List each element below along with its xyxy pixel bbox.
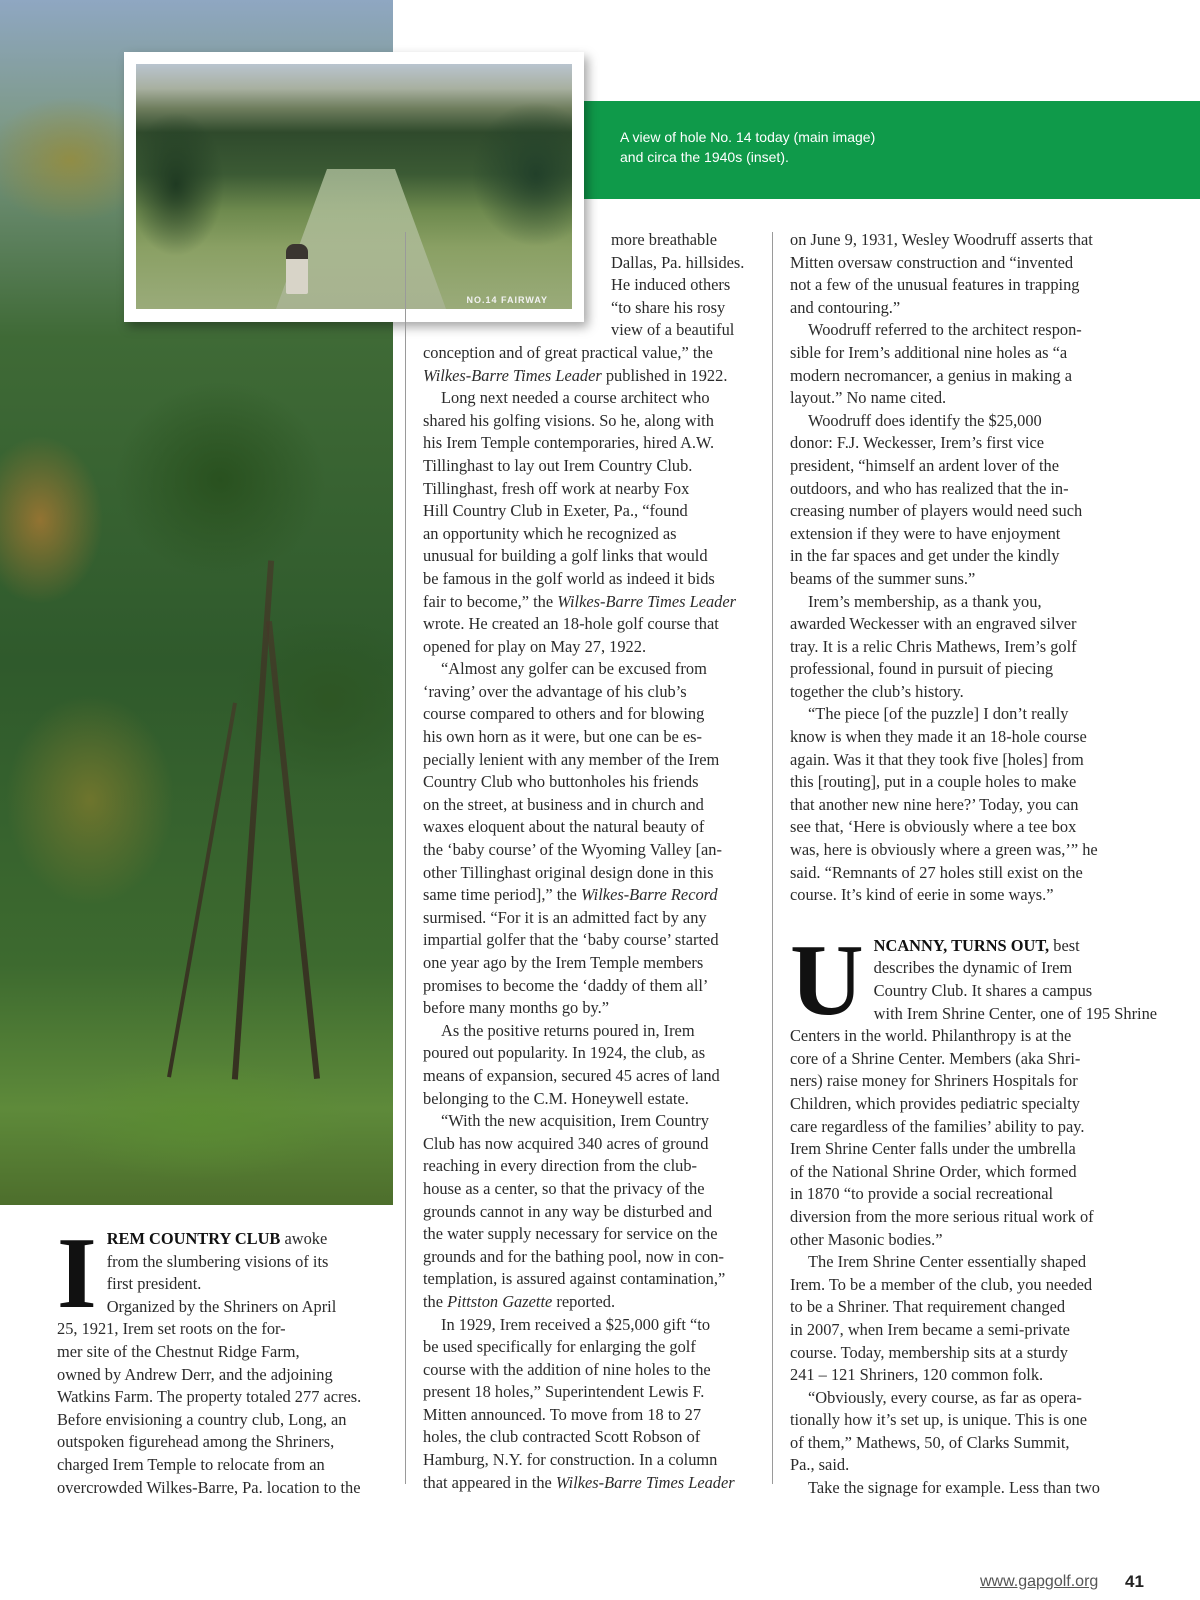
text-line: course with the addition of nine holes to the [423,1359,711,1379]
text-line: be famous in the golf world as indeed it bids [423,568,715,588]
text-line: before many months go by.” [423,998,610,1018]
text-line: one year ago by the Irem Temple members [423,953,704,972]
text-line: the Pittston Gazette reported. [423,1291,616,1311]
text-line: Take the signage for example. Less than two [808,1478,1100,1498]
text-line: outdoors, and who has realized that the in- [790,478,1069,498]
text-line: shared his golfing visions. So he, along with [423,410,714,430]
text-line: poured out popularity. In 1924, the club, as [423,1043,706,1063]
text-line: course. Today, membership sits at a sturdy [790,1342,1068,1362]
text-line: Children, which provides pediatric specialty [790,1093,1080,1113]
text-line: sible for Irem’s additional nine holes as “a [790,342,1068,362]
drop-cap: I [57,1217,97,1330]
text-line: diversion from the more serious ritual work of [790,1206,1094,1226]
paragraph [423,1314,765,1495]
text-line: He induced others [611,275,731,295]
paragraph [790,1477,1135,1500]
text-line: Mitten announced. To move from 18 to 27 [423,1404,702,1424]
text-line: first president. [106,1274,202,1294]
text-line: to be a Shriner. That requirement changed [790,1297,1066,1317]
drop-cap: U [790,923,864,1037]
text-line: on the street, at business and in church and [423,794,704,814]
caption-line: and circa the 1940s (inset). [620,149,789,165]
text-line: overcrowded Wilkes-Barre, Pa. location to the [57,1477,361,1497]
text-line: this [routing], put in a couple holes to make [790,772,1077,792]
text-line: present 18 holes,” Superintendent Lewis F. [423,1382,705,1402]
italic-title: Wilkes-Barre Record [580,885,718,905]
paragraph [790,319,1135,409]
text-line: more breathable [611,230,718,249]
text-line: “Obviously, every course, as far as opera- [808,1387,1082,1407]
text-line: same time period],” the Wilkes-Barre Record [423,885,718,905]
text-line: president, “himself an ardent lover of the [790,455,1059,475]
text-line: mer site of the Chestnut Ridge Farm, [57,1341,300,1361]
text-line: in 1870 “to provide a social recreational [790,1184,1054,1204]
text-line: unusual for building a golf links that would [423,546,708,566]
text-line: Club has now acquired 340 acres of ground [423,1133,709,1153]
text-line: view of a beautiful [611,320,735,340]
text-line: Woodruff does identify the $25,000 [808,410,1042,430]
text-line: of the National Shrine Order, which formed [790,1161,1077,1181]
italic-title: Wilkes-Barre Times Leader [423,365,602,385]
opening-block [57,1217,392,1499]
article-column-3 [790,229,1158,1500]
text-line: course compared to others and for blowing [423,704,705,724]
text-line: from the slumbering visions of its [106,1251,329,1271]
text-line: know is when they made it an 18-hole course [790,727,1087,747]
text-line: other Tillinghast original design done in this [423,862,714,882]
text-line: Dallas, Pa. hillsides. [611,252,745,272]
text-line: pecially lenient with any member of the Irem [423,749,720,769]
text-line: charged Irem Temple to relocate from an [57,1454,325,1474]
website-link[interactable]: www.gapgolf.org [980,1573,1099,1590]
text-line: Tillinghast, fresh off work at nearby Fox [423,478,690,498]
paragraph [790,591,1135,704]
text-line: Organized by the Shriners on April [106,1296,337,1316]
text-line: course. It’s kind of eerie in some ways.” [790,885,1054,905]
text-line: Irem’s membership, as a thank you, [808,591,1042,611]
text-line: Woodruff referred to the architect respon- [808,320,1082,340]
text-line: The Irem Shrine Center essentially shaped [808,1252,1087,1272]
text-line: 241 – 121 Shriners, 120 common folk. [790,1365,1044,1385]
paragraph [790,703,1135,906]
text-line: Before envisioning a country club, Long, an [57,1409,347,1429]
italic-title: Pittston Gazette [447,1291,553,1311]
text-line: grounds and for the bathing pool, now in con- [423,1246,724,1266]
text-line: in 2007, when Irem became a semi-private [790,1319,1070,1339]
paragraph [423,229,765,342]
text-line: grounds cannot in any way be disturbed and [423,1201,713,1221]
text-line: ‘raving’ over the advantage of his club’s [423,681,687,701]
paragraph [423,1110,765,1313]
text-line: Tillinghast to lay out Irem Country Club. [423,455,693,475]
column-rule [405,232,406,1484]
text-line: Pa., said. [790,1455,850,1475]
text-line: awarded Weckesser with an engraved silver [790,614,1077,634]
text-line: an opportunity which he recognized as [423,523,677,543]
paragraph [423,342,765,387]
text-line: the ‘baby course’ of the Wyoming Valley [an- [423,840,722,860]
text-line: outspoken figurehead among the Shriners, [57,1432,335,1452]
text-line: tionally how it’s set up, is unique. This is one [790,1410,1087,1430]
italic-title: Wilkes-Barre Times Leader [555,1472,735,1492]
text-line: his Irem Temple contemporaries, hired A.W. [423,433,715,453]
text-line: not a few of the unusual features in trapping [790,275,1080,295]
text-line: opened for play on May 27, 1922. [423,636,647,656]
text-line: again. Was it that they took five [holes] from [790,749,1084,769]
article-column-1 [57,1217,392,1499]
inset-label: NO.14 FAIRWAY [466,295,548,305]
text-line: creasing number of players would need such [790,501,1083,521]
text-line: see that, ‘Here is obviously where a tee box [790,817,1077,837]
text-line: that appeared in the Wilkes-Barre Times Leader [423,1472,735,1492]
text-line: Hill Country Club in Exeter, Pa., “found [423,501,688,521]
text-line: core of a Shrine Center. Members (aka Shri- [790,1048,1081,1068]
text-line: other Masonic bodies.” [790,1229,943,1249]
text-line: Mitten oversaw construction and “invented [790,252,1074,272]
page-number: 41 [1125,1572,1144,1591]
paragraph [790,229,1135,319]
text-line: surmised. “For it is an admitted fact by any [423,907,707,927]
text-line: waxes eloquent about the natural beauty of [423,817,705,837]
lead-in: REM COUNTRY CLUB [106,1229,281,1248]
paragraph [423,658,765,1020]
text-line: “With the new acquisition, Irem Country [441,1111,709,1131]
text-line: As the positive returns poured in, Irem [441,1020,695,1040]
paragraph [790,1387,1135,1477]
lead-in: NCANNY, TURNS OUT, [873,935,1050,955]
text-line: with Irem Shrine Center, one of 195 Shrine [873,1003,1158,1023]
text-line: Country Club. It shares a campus [873,981,1093,1000]
text-line: reaching in every direction from the club- [423,1156,697,1176]
text-line: wrote. He created an 18-hole golf course that [423,614,719,634]
text-line: Watkins Farm. The property totaled 277 acres. [57,1387,362,1407]
text-line: Hamburg, N.Y. for construction. In a column [423,1450,718,1470]
text-line: means of expansion, secured 45 acres of land [423,1065,720,1085]
text-line: that another new nine here?’ Today, you can [790,794,1079,814]
text-line: owned by Andrew Derr, and the adjoining [57,1364,333,1384]
text-line: promises to become the ‘daddy of them all’ [423,975,709,995]
text-line: Long next needed a course architect who [441,388,710,408]
text-line: “The piece [of the puzzle] I don’t really [808,704,1069,724]
text-line: professional, found in pursuit of piecing [790,659,1054,679]
text-line: Country Club who buttonholes his friends [423,772,699,792]
text-line: Irem Shrine Center falls under the umbrella [790,1139,1076,1159]
text-line: Wilkes-Barre Times Leader published in 1922. [423,365,728,385]
text-line: and contouring.” [790,297,901,317]
text-line: impartial golfer that the ‘baby course’ started [423,930,719,950]
text-line: NCANNY, TURNS OUT, best [873,935,1080,955]
text-line: holes, the club contracted Scott Robson of [423,1427,701,1447]
text-line: together the club’s history. [790,681,964,701]
text-line: in the far spaces and get under the kindly [790,546,1060,566]
text-line: donor: F.J. Weckesser, Irem’s first vice [790,433,1045,453]
text-line: layout.” No name cited. [790,388,947,408]
paragraph [790,410,1135,591]
text-line: of them,” Mathews, 50, of Clarks Summit, [790,1432,1070,1452]
text-line: REM COUNTRY CLUB awoke [106,1229,328,1248]
text-line: tray. It is a relic Chris Mathews, Irem’s golf [790,636,1077,656]
text-line: be used specifically for enlarging the golf [423,1337,696,1357]
text-line: care regardless of the families’ ability to pay. [790,1116,1085,1136]
text-line: Centers in the world. Philanthropy is at the [790,1026,1072,1046]
text-line: “to share his rosy [611,297,726,317]
text-line: house as a center, so that the privacy of the [423,1178,705,1198]
text-line: said. “Remnants of 27 holes still exist on the [790,862,1083,882]
article-column-2 [423,229,765,1494]
photo-caption [620,127,920,167]
text-line: conception and of great practical value,” the [423,342,713,362]
text-line: 25, 1921, Irem set roots on the for- [57,1319,286,1339]
text-line: ners) raise money for Shriners Hospitals for [790,1071,1078,1091]
text-line: on June 9, 1931, Wesley Woodruff asserts that [790,230,1093,249]
paragraph [423,1020,765,1110]
text-line: extension if they were to have enjoyment [790,523,1061,543]
text-line: his own horn as it were, but one can be es- [423,727,703,747]
text-line: belonging to the C.M. Honeywell estate. [423,1088,689,1108]
text-line: “Almost any golfer can be excused from [441,659,707,679]
text-line: modern necromancer, a genius in making a [790,365,1072,385]
text-line: fair to become,” the Wilkes-Barre Times Leader [423,591,737,611]
golfer-figure [286,244,308,294]
text-line: was, here is obviously where a green was,’” he [790,840,1098,860]
section-opening [790,923,1158,1251]
italic-title: Wilkes-Barre Times Leader [557,591,737,611]
paragraph [790,1251,1135,1387]
column-rule [772,232,773,1484]
text-line: describes the dynamic of Irem [873,958,1073,978]
text-line: the water supply necessary for service on the [423,1224,718,1244]
caption-line: A view of hole No. 14 today (main image) [620,129,876,145]
text-line: templation, is assured against contamination,” [423,1269,726,1289]
text-line: beams of the summer suns.” [790,568,976,588]
text-line: Irem. To be a member of the club, you needed [790,1274,1093,1294]
paragraph [423,387,765,658]
text-line: In 1929, Irem received a $25,000 gift “to [441,1314,711,1334]
